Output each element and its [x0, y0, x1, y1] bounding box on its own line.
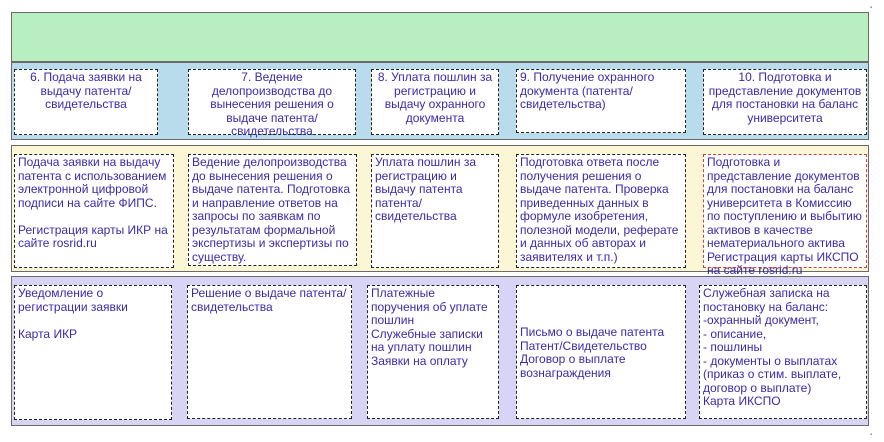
stage-7-header: 7. Ведение делопроизводства до вынесения решения о выдаче патента/ свидетельства [188, 69, 356, 135]
stage-8-header: 8. Уплата пошлин за регистрацию и выдачу охранного документа [371, 69, 499, 135]
top-green-band [11, 12, 869, 62]
action-stage-9: Подготовка ответа после получения решения о выдаче патента. Проверка приведенных данных в формуле изобретения, полезной модели, реферате и данных об авторах и заявителях и т.п.) [516, 154, 686, 268]
corner-mark-top: ▪ [870, 5, 873, 11]
action-stage-6: Подача заявки на выдачу патента с использованием электронной цифровой подписи на сайте ФИПС. Регистрация карты ИКР на сайте rosrid.ru [14, 154, 174, 268]
stage-10-header: 10. Подготовка и представление документов для постановки на баланс университета [703, 69, 867, 135]
action-stage-10: Подготовка и представление документов для постановки на баланс университета в Комиссию по поступлению и выбытию активов в качестве нематериального актива Регистрация карты ИКСПО на сайте rosrid.ru [703, 154, 867, 268]
documents-stage-8: Платежные поручения об уплате пошлин Служебные записки на уплату пошлин Заявки на оплату [367, 285, 499, 419]
documents-stage-6: Уведомление о регистрации заявки Карта ИКР [14, 285, 172, 420]
documents-stage-9: Письмо о выдаче патента Патент/Свидетельство Договор о выплате вознаграждения [516, 285, 686, 419]
stage-9-header: 9. Получение охранного документа (патента/ свидетельства) [516, 69, 686, 133]
corner-mark-bottom: ▪ [870, 432, 873, 438]
documents-stage-7: Решение о выдаче патента/свидетельства [187, 285, 352, 419]
stage-6-header: 6. Подача заявки на выдачу патента/свидетельства [14, 69, 158, 135]
action-stage-8: Уплата пошлин за регистрацию и выдачу патента патента/ свидетельства [371, 154, 499, 268]
action-stage-7: Ведение делопроизводства до вынесения решения о выдаче патента. Подготовка и направление ответов на запросы по заявкам по результатам формальной экспертизы и экспертизы по существу. [188, 154, 357, 266]
documents-stage-10: Служебная записка на постановку на баланс: -охранный документ, - описание, - пошлины - документы о выплатах (приказ о стим. выплате, договор о выплате) Карта ИКСПО [699, 285, 867, 419]
